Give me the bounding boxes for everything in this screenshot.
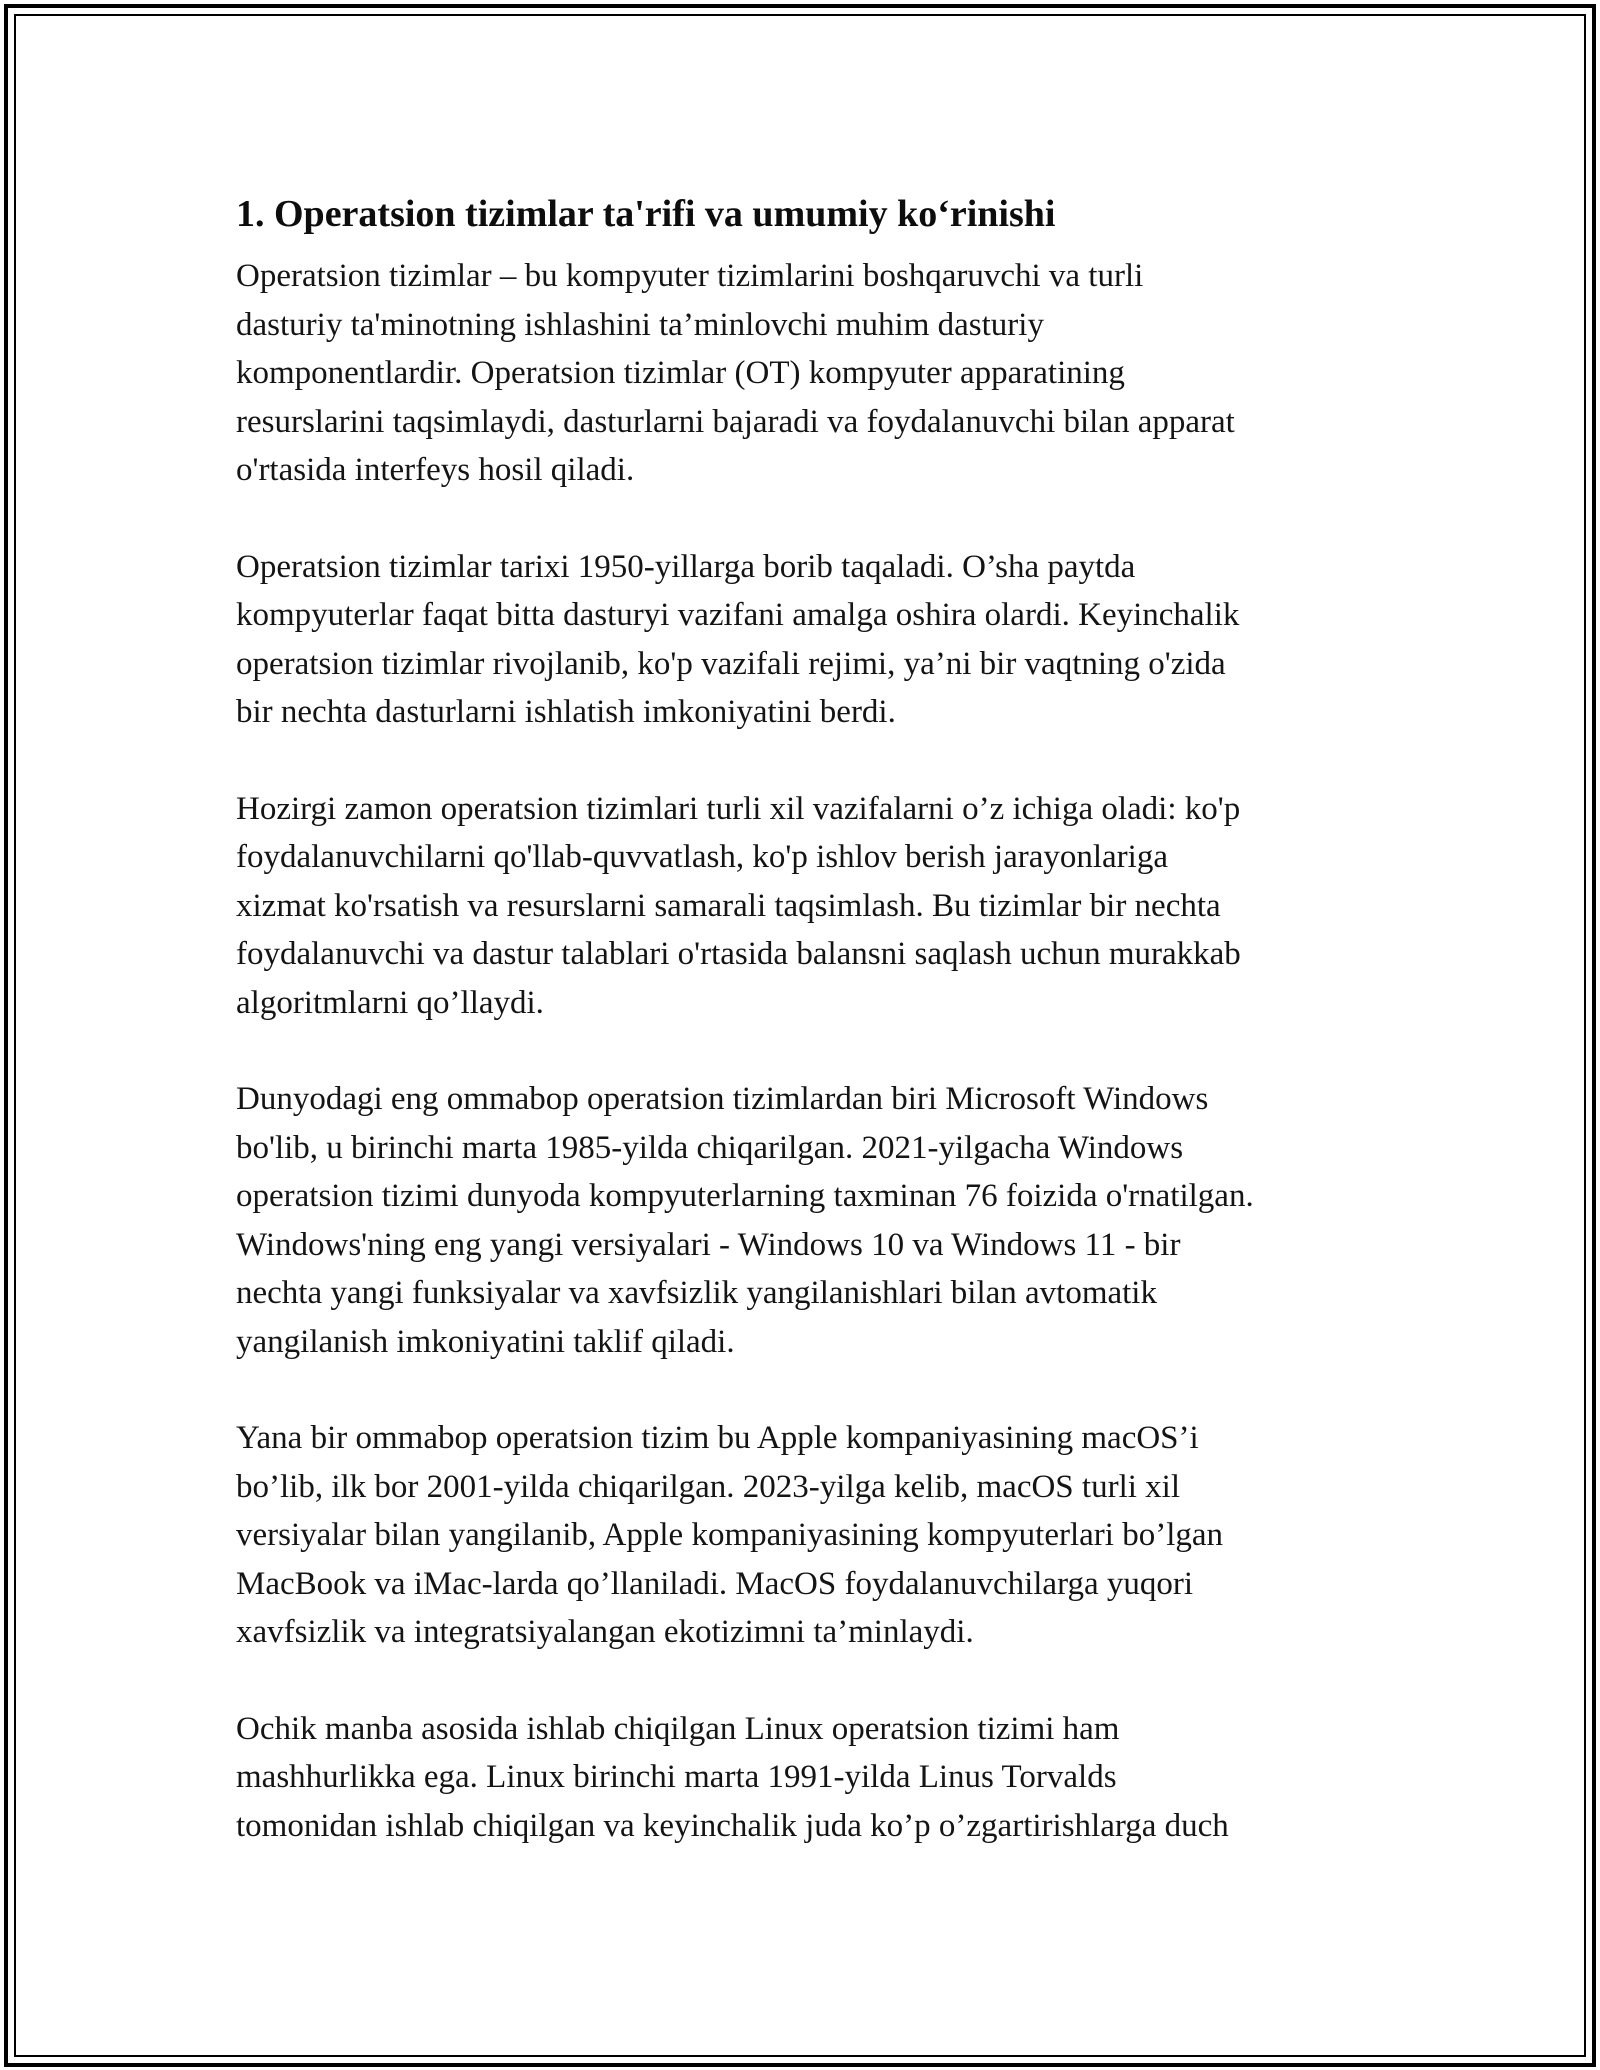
paragraph-line: Hozirgi zamon operatsion tizimlari turli xil vazifalarni o’z ichiga oladi: ko'p: [236, 790, 1241, 827]
paragraph-line: yangilanish imkoniyatini taklif qiladi.: [236, 1323, 735, 1360]
paragraph-line: xizmat ko'rsatish va resurslarni samarali taqsimlash. Bu tizimlar bir nechta: [236, 887, 1221, 924]
paragraph-list: [236, 252, 1376, 1850]
section-heading: 1. Operatsion tizimlar ta'rifi va umumiy ko‘rinishi: [236, 193, 1056, 235]
paragraph-line: operatsion tizimlar rivojlanib, ko'p vazifali rejimi, ya’ni bir vaqtning o'zida: [236, 645, 1226, 682]
paragraph-line: MacBook va iMac-larda qo’llaniladi. MacOS foydalanuvchilarga yuqori: [236, 1565, 1194, 1602]
paragraph-line: Operatsion tizimlar – bu kompyuter tizimlarini boshqaruvchi va turli: [236, 258, 1144, 294]
paragraph-line: versiyalar bilan yangilanib, Apple kompaniyasining kompyuterlari bo’lgan: [236, 1517, 1224, 1553]
paragraph: [236, 1705, 1376, 1851]
paragraph: [236, 1414, 1376, 1657]
paragraph-line: o'rtasida interfeys hosil qiladi.: [236, 452, 635, 488]
paragraph-line: foydalanuvchilarni qo'llab-quvvatlash, ko'p ishlov berish jarayonlariga: [236, 839, 1168, 875]
document-body: [236, 184, 1376, 1898]
paragraph: [236, 252, 1376, 495]
paragraph-line: Dunyodagi eng ommabop operatsion tizimlardan biri Microsoft Windows: [236, 1081, 1209, 1117]
paragraph-line: resurslarini taqsimlaydi, dasturlarni bajaradi va foydalanuvchi bilan apparat: [236, 403, 1235, 440]
paragraph-line: Yana bir ommabop operatsion tizim bu Apple kompaniyasining macOS’i: [236, 1420, 1199, 1456]
paragraph-line: dasturiy ta'minotning ishlashini ta’minlovchi muhim dasturiy: [236, 306, 1044, 343]
paragraph: [236, 543, 1376, 737]
paragraph: [236, 785, 1376, 1028]
paragraph-line: Operatsion tizimlar tarixi 1950-yillarga borib taqaladi. O’sha paytda: [236, 548, 1136, 585]
paragraph-line: xavfsizlik va integratsiyalangan ekotizimni ta’minlaydi.: [236, 1614, 974, 1650]
paragraph-line: kompyuterlar faqat bitta dasturyi vazifani amalga oshira olardi. Keyinchalik: [236, 597, 1240, 633]
paragraph-line: komponentlardir. Operatsion tizimlar (OT) kompyuter apparatining: [236, 355, 1125, 391]
paragraph-line: algoritmlarni qo’llaydi.: [236, 984, 544, 1021]
paragraph-line: bo’lib, ilk bor 2001-yilda chiqarilgan. 2023-yilga kelib, macOS turli xil: [236, 1468, 1180, 1505]
paragraph-line: mashhurlikka ega. Linux birinchi marta 1991-yilda Linus Torvalds: [236, 1759, 1117, 1795]
paragraph-line: Windows'ning eng yangi versiyalari - Windows 10 va Windows 11 - bir: [236, 1226, 1181, 1263]
paragraph-line: bo'lib, u birinchi marta 1985-yilda chiqarilgan. 2021-yilgacha Windows: [236, 1129, 1184, 1166]
paragraph-line: nechta yangi funksiyalar va xavfsizlik yangilanishlari bilan avtomatik: [236, 1275, 1157, 1311]
paragraph-line: Ochik manba asosida ishlab chiqilgan Linux operatsion tizimi ham: [236, 1710, 1120, 1747]
paragraph-line: bir nechta dasturlarni ishlatish imkoniyatini berdi.: [236, 694, 896, 730]
paragraph: [236, 1075, 1376, 1366]
paragraph-line: operatsion tizimi dunyoda kompyuterlarning taxminan 76 foizida o'rnatilgan.: [236, 1178, 1254, 1214]
paragraph-line: tomonidan ishlab chiqilgan va keyinchalik juda ko’p o’zgartirishlarga duch: [236, 1807, 1229, 1844]
paragraph-line: foydalanuvchi va dastur talablari o'rtasida balansni saqlash uchun murakkab: [236, 936, 1241, 972]
